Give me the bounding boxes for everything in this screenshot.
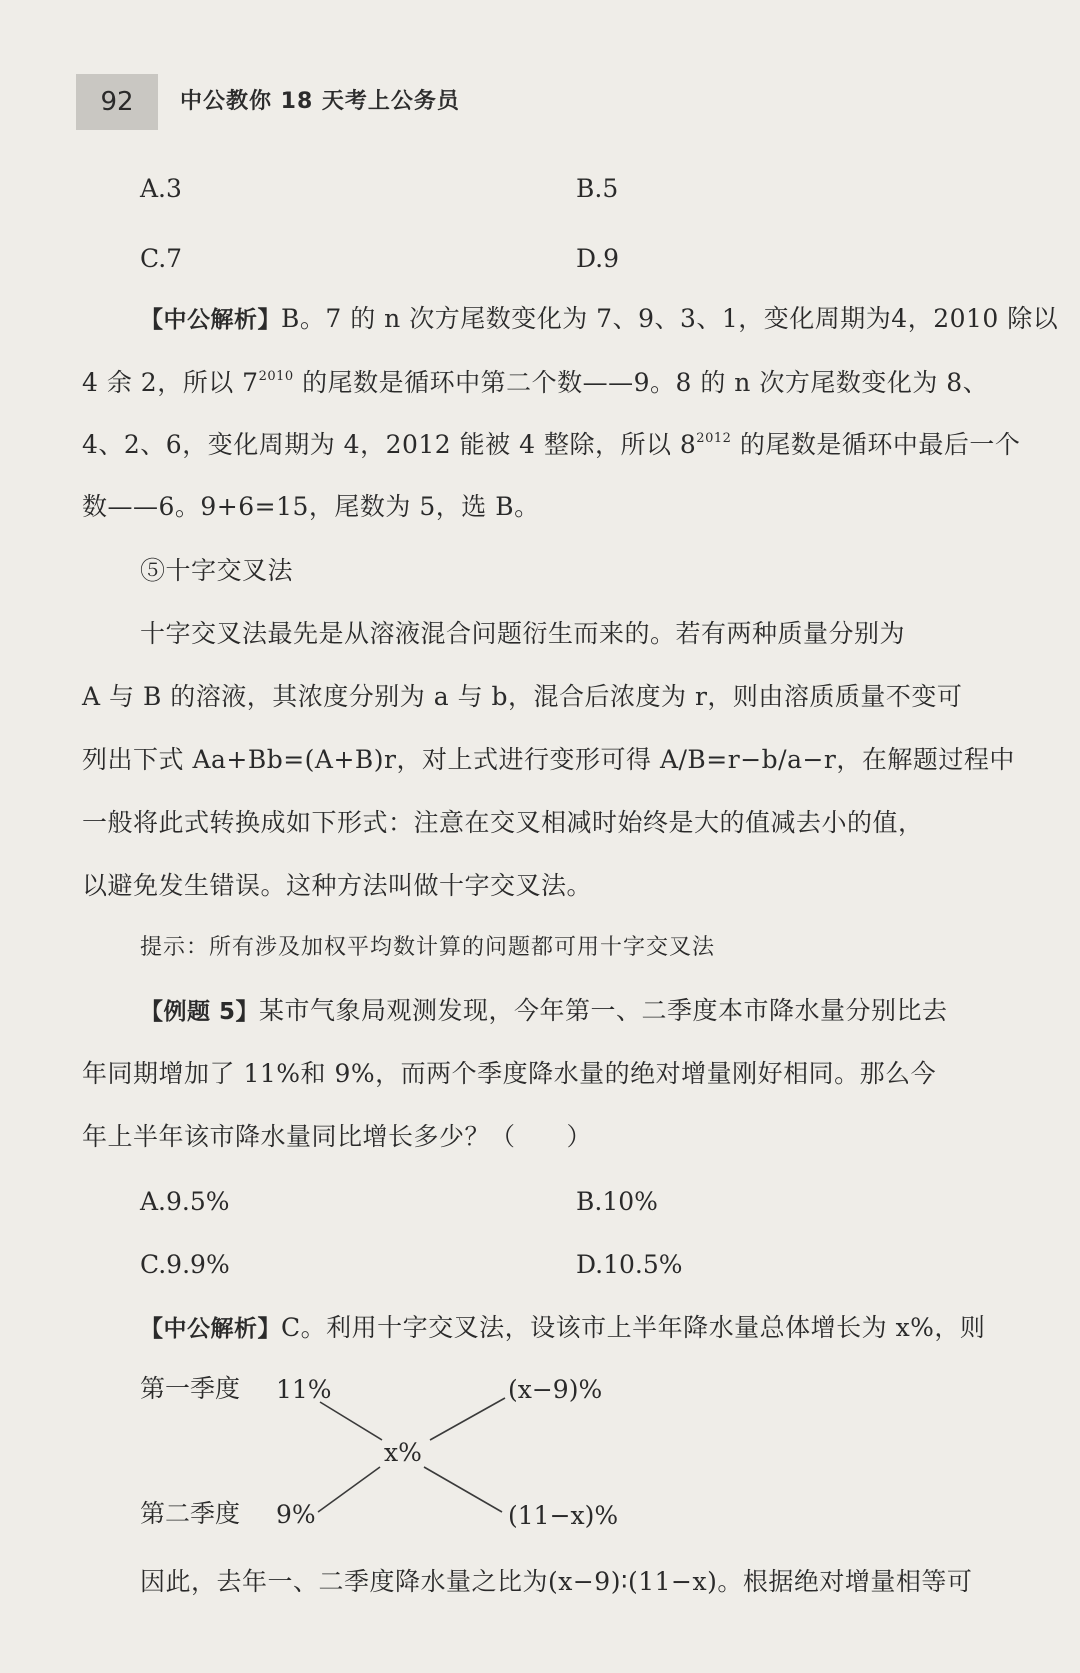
option-b: B.10% <box>576 1187 658 1216</box>
cross-line-top-left <box>320 1402 382 1440</box>
cross-line-bottom-right <box>424 1467 502 1512</box>
option-a: A.9.5% <box>140 1187 230 1216</box>
analysis-text: 的尾数是循环中最后一个 <box>731 430 1021 459</box>
page-number: 92 <box>76 74 158 130</box>
analysis-paragraph-line: 因此，去年一、二季度降水量之比为(x−9)∶(11−x)。根据绝对增量相等可 <box>140 1567 973 1596</box>
option-d: D.10.5% <box>576 1250 683 1279</box>
analysis-text: C。利用十字交叉法，设该市上半年降水量总体增长为 x%，则 <box>281 1313 986 1342</box>
cross-line-bottom-left <box>318 1467 380 1512</box>
q2-label: 第二季度 <box>140 1499 241 1528</box>
section-paragraph-line: 十字交叉法最先是从溶液混合问题衍生而来的。若有两种质量分别为 <box>140 619 906 648</box>
option-d: D.9 <box>576 244 620 273</box>
exponent: 2010 <box>258 369 294 384</box>
section-paragraph-line: 一般将此式转换成如下形式：注意在交叉相减时始终是大的值减去小的值， <box>82 808 924 837</box>
option-c: C.9.9% <box>140 1250 230 1279</box>
bottom-result: (11−x)% <box>508 1501 619 1530</box>
section-paragraph-line: A 与 B 的溶液，其浓度分别为 a 与 b，混合后浓度为 r，则由溶质质量不变可 <box>82 682 963 711</box>
option-a: A.3 <box>140 174 182 203</box>
option-b: B.5 <box>576 174 619 203</box>
cross-line-top-right <box>430 1398 505 1440</box>
example-line: 年同期增加了 11%和 9%，而两个季度降水量的绝对增量刚好相同。那么今 <box>82 1059 937 1088</box>
analysis-tag: 【中公解析】 <box>140 307 281 333</box>
tip-text: 提示：所有涉及加权平均数计算的问题都可用十字交叉法 <box>140 935 716 960</box>
example-line: 年上半年该市降水量同比增长多少？（ ） <box>82 1122 593 1151</box>
example-tag: 【例题 5】 <box>140 999 260 1025</box>
option-c: C.7 <box>140 244 183 273</box>
top-result: (x−9)% <box>508 1375 603 1404</box>
book-title: 中公教你 18 天考上公务员 <box>180 89 460 114</box>
analysis-text: B。7 的 n 次方尾数变化为 7、9、3、1，变化周期为4，2010 除以 <box>281 304 1059 333</box>
analysis-paragraph-line: 数——6。9+6=15，尾数为 5，选 B。 <box>82 492 540 521</box>
analysis-text: 4 余 2，所以 7 <box>82 368 259 397</box>
exponent: 2012 <box>696 431 732 446</box>
section-paragraph-line: 列出下式 Aa+Bb=(A+B)r，对上式进行变形可得 A/B=r−b/a−r，在解题过程中 <box>82 745 1015 774</box>
section-paragraph-line: 以避免发生错误。这种方法叫做十字交叉法。 <box>82 871 593 900</box>
q1-value: 11% <box>276 1375 332 1404</box>
analysis-tag: 【中公解析】 <box>140 1316 281 1342</box>
q1-label: 第一季度 <box>140 1374 241 1403</box>
section-title: ⑤十字交叉法 <box>140 556 294 585</box>
analysis-text: 4、2、6，变化周期为 4，2012 能被 4 整除，所以 8 <box>82 430 697 459</box>
q2-value: 9% <box>276 1500 316 1529</box>
example-text: 某市气象局观测发现，今年第一、二季度本市降水量分别比去 <box>259 996 948 1025</box>
analysis-text: 的尾数是循环中第二个数——9。8 的 n 次方尾数变化为 8、 <box>293 368 989 397</box>
center-value: x% <box>384 1438 422 1467</box>
